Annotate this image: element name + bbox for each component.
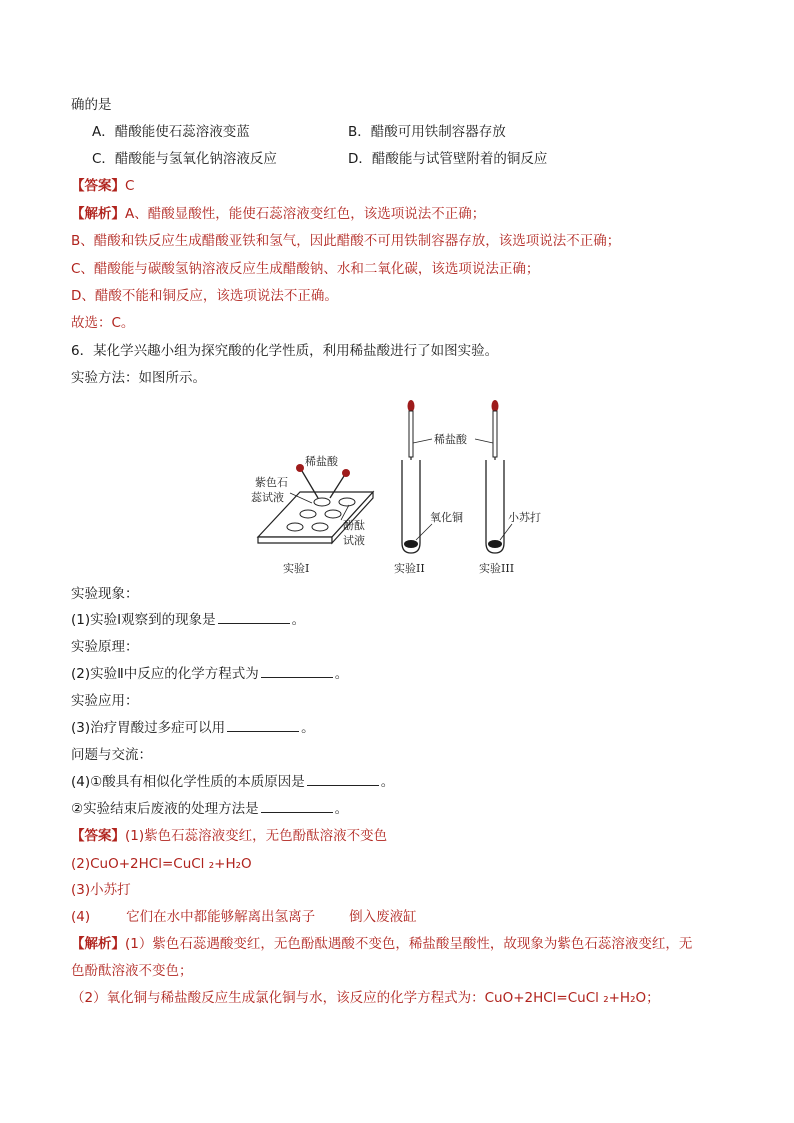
q6-answer-4b: 倒入废液缸 bbox=[349, 909, 417, 925]
q5-answer: C bbox=[125, 178, 135, 194]
label-dilute-hcl-1: 稀盐酸 bbox=[305, 455, 338, 468]
q6-analysis-1 bbox=[71, 935, 692, 953]
q6-sub2-end: 。 bbox=[334, 666, 349, 682]
q6-sub4a-text: (4)①酸具有相似化学性质的本质原因是 bbox=[71, 774, 305, 790]
q6-answer-1-text: (1)紫色石蕊溶液变红，无色酚酞溶液不变色 bbox=[125, 828, 388, 844]
q6-answer-4a: 它们在水中都能够解离出氢离子 bbox=[126, 909, 316, 925]
phenomenon-heading: 实验现象： bbox=[71, 586, 139, 602]
q6-answer-4-num: (4) bbox=[71, 909, 91, 925]
q6-method: 实验方法：如图所示。 bbox=[71, 370, 206, 386]
q6-sub1-text: (1)实验Ⅰ观察到的现象是 bbox=[71, 612, 216, 628]
application-heading: 实验应用： bbox=[71, 693, 139, 709]
principle-heading: 实验原理： bbox=[71, 639, 139, 655]
answer-blank-4b[interactable] bbox=[261, 800, 333, 813]
q6-sub4a-end: 。 bbox=[380, 774, 395, 790]
q5-answer-line bbox=[71, 177, 134, 195]
q5-answer-tag: 【答案】 bbox=[71, 178, 125, 194]
caption-exp-3: 实验III bbox=[479, 562, 515, 575]
q5-analysis-text: A、醋酸显酸性，能使石蕊溶液变红色，该选项说法不正确； bbox=[125, 206, 486, 222]
q6-analysis-1-text: (1）紫色石蕊遇酸变红，无色酚酞遇酸不变色，稀盐酸呈酸性，故现象为紫色石蕊溶液变红，无 bbox=[125, 936, 693, 952]
q5-option-c: C．醋酸能与氢氧化钠溶液反应 bbox=[92, 151, 277, 167]
test-tube-exp2 bbox=[402, 400, 420, 553]
q6-sub1 bbox=[71, 611, 305, 629]
experiment-figure bbox=[0, 390, 794, 590]
q6-sub3 bbox=[71, 719, 315, 737]
q6-sub2 bbox=[71, 665, 348, 683]
q5-option-b: B．醋酸可用铁制容器存放 bbox=[348, 124, 506, 140]
q5-analysis-c: C、醋酸能与碳酸氢钠溶液反应生成醋酸钠、水和二氧化碳，该选项说法正确； bbox=[71, 261, 540, 277]
q6-sub3-text: (3)治疗胃酸过多症可以用 bbox=[71, 720, 226, 736]
q5-analysis-a bbox=[71, 205, 485, 223]
q6-answer-1 bbox=[71, 827, 387, 845]
q6-analysis-1b: 色酚酞溶液不变色； bbox=[71, 963, 193, 979]
q6-sub3-end: 。 bbox=[301, 720, 315, 736]
q6-sub1-end: 。 bbox=[291, 612, 306, 628]
label-baking-soda: 小苏打 bbox=[508, 511, 541, 524]
q5-analysis-d: D、醋酸不能和铜反应，该选项说法不正确。 bbox=[71, 288, 338, 304]
caption-exp-2: 实验II bbox=[394, 562, 425, 575]
label-litmus-line1: 紫色石 bbox=[255, 476, 288, 489]
label-phenolphthalein-line1: 酚酞 bbox=[343, 519, 365, 532]
q5-analysis-b: B、醋酸和铁反应生成醋酸亚铁和氢气，因此醋酸不可用铁制容器存放，该选项说法不正确； bbox=[71, 233, 621, 249]
q6-analysis-2: （2）氧化铜与稀盐酸反应生成氯化铜与水，该反应的化学方程式为：CuO+2HCl=CuCl ₂+H₂O； bbox=[71, 990, 660, 1006]
label-dilute-hcl-2: 稀盐酸 bbox=[434, 433, 467, 446]
q5-analysis-tag: 【解析】 bbox=[71, 206, 125, 222]
q6-sub2-text: (2)实验Ⅱ中反应的化学方程式为 bbox=[71, 666, 259, 682]
q6-answer-4 bbox=[71, 908, 417, 926]
caption-exp-1: 实验I bbox=[283, 562, 310, 575]
q6-answer-2: (2)CuO+2HCl=CuCl ₂+H₂O bbox=[71, 856, 252, 872]
label-phenolphthalein-line2: 试液 bbox=[343, 534, 365, 547]
q6-sub4b bbox=[71, 800, 348, 818]
test-tube-exp3 bbox=[486, 400, 504, 553]
q6-sub4b-text: ②实验结束后废液的处理方法是 bbox=[71, 801, 259, 817]
q5-option-d: D．醋酸能与试管壁附着的铜反应 bbox=[348, 151, 548, 167]
answer-blank-4a[interactable] bbox=[307, 773, 379, 786]
answer-blank-1[interactable] bbox=[218, 611, 290, 624]
q5-conclusion: 故选：C。 bbox=[71, 315, 135, 331]
q6-answer-tag: 【答案】 bbox=[71, 828, 125, 844]
label-copper-oxide: 氧化铜 bbox=[430, 511, 463, 524]
answer-blank-2[interactable] bbox=[261, 665, 333, 678]
discussion-heading: 问题与交流： bbox=[71, 747, 152, 763]
q5-stem-tail: 确的是 bbox=[71, 97, 112, 113]
q6-answer-3: (3)小苏打 bbox=[71, 882, 131, 898]
q6-sub4b-end: 。 bbox=[334, 801, 349, 817]
label-litmus-line2: 蕊试液 bbox=[251, 491, 284, 504]
q6-sub4a bbox=[71, 773, 394, 791]
q5-option-a: A．醋酸能使石蕊溶液变蓝 bbox=[92, 124, 250, 140]
q6-analysis-tag: 【解析】 bbox=[71, 936, 125, 952]
answer-blank-3[interactable] bbox=[227, 719, 299, 732]
q6-stem: 6．某化学兴趣小组为探究酸的化学性质，利用稀盐酸进行了如图实验。 bbox=[71, 343, 499, 359]
